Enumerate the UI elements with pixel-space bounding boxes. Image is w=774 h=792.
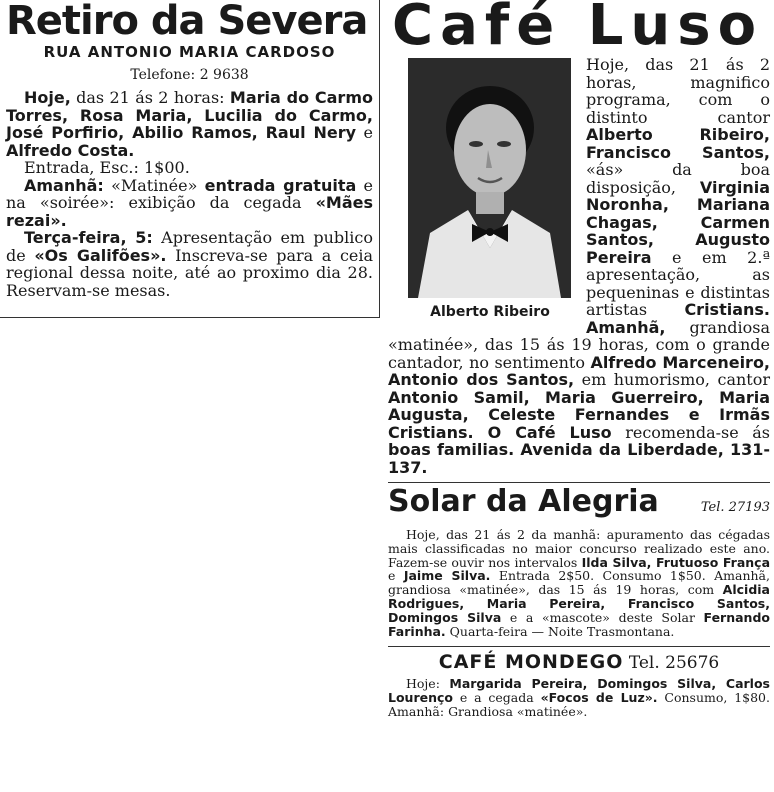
cafe-luso-title: Café Luso bbox=[392, 0, 764, 58]
solar-phone: Tel. 27193 bbox=[700, 500, 770, 515]
solar-text: Hoje, das 21 ás 2 da manhã: apuramento das cégadas mais classificadas no maior concurso realizado este ano. Fazem-se ouvir nos intervalos Ilda Silva, Frutuoso França e Jaime Silva. Entrada 2$50. Consumo 1$50. Amanhã, grandiosa «matinée», das 15 ás 19 horas, com Alcidia Rodrigues, Maria Pereira, Francisco Santos, Domingos Silva e a «mascote» deste Solar Fernando Farinha. Quarta-feira — Noite Trasmontana. bbox=[388, 527, 771, 639]
retiro-paragraph-tuesday: Terça-feira, 5: Apresentação em publico de «Os Galifões». Inscreva-se para a ceia regional dessa noite, até ao proximo dia 28. Reservam-se mesas. bbox=[6, 228, 374, 300]
portrait-image bbox=[408, 58, 571, 298]
retiro-paragraph-today: Hoje, das 21 ás 2 horas: Maria do Carmo Torres, Rosa Maria, Lucilia do Carmo, José Porfirio, Abilio Ramos, Raul Nery e Alfredo Costa. bbox=[6, 88, 373, 160]
cafe-mondego-ad bbox=[388, 646, 770, 718]
retiro-phone: Telefone: 2 9638 bbox=[130, 67, 249, 83]
mondego-header bbox=[388, 651, 770, 673]
portrait-figure bbox=[402, 58, 578, 320]
retiro-title: Retiro da Severa bbox=[6, 0, 368, 44]
mondego-phone: Tel. 25676 bbox=[628, 653, 720, 674]
retiro-paragraph-tomorrow: Amanhã: «Matinée» entrada gratuita e na «soirée»: exibição da cegada «Mães rezai». bbox=[6, 175, 373, 230]
solar-header bbox=[388, 486, 770, 524]
solar-da-alegria-ad bbox=[388, 482, 770, 638]
portrait-photo bbox=[408, 58, 571, 298]
mondego-title: CAFÉ MONDEGO bbox=[438, 651, 624, 674]
right-column bbox=[382, 0, 774, 792]
retiro-street: RUA ANTONIO MARIA CARDOSO bbox=[43, 43, 336, 61]
mondego-text: Hoje: Margarida Pereira, Domingos Silva, Carlos Lourenço e a cegada «Focos de Luz». Consumo, 1$80. Amanhã: Grandiosa «matinée». bbox=[388, 676, 770, 719]
portrait-caption: Alberto Ribeiro bbox=[430, 304, 550, 320]
retiro-da-severa-ad bbox=[0, 0, 380, 318]
solar-title: Solar da Alegria bbox=[388, 484, 659, 519]
cafe-luso-text: Hoje, das 21 ás 2 horas, magnifico programa, com o distinto cantor Alberto Ribeiro, Francisco Santos, «ás» da boa disposição, Virginia Noronha, Mariana Chagas, Carmen Santos, Augusto Pereira e em 2.ª apresentação, as pequeninas e distintas artistas Cristians. Amanhã, grandiosa «matinée», das 15 ás 19 horas, com o grande cantador, no sentimento Alfredo Marceneiro, Antonio dos Santos, em humorismo, cantor Antonio Samil, Maria Guerreiro, Maria Augusta, Celeste Fernandes e Irmãs Cristians. O Café Luso recomenda-se ás boas familias. Avenida da Liberdade, 131-137. bbox=[388, 55, 771, 477]
retiro-entry-price: Entrada, Esc.: 1$00. bbox=[24, 158, 190, 177]
